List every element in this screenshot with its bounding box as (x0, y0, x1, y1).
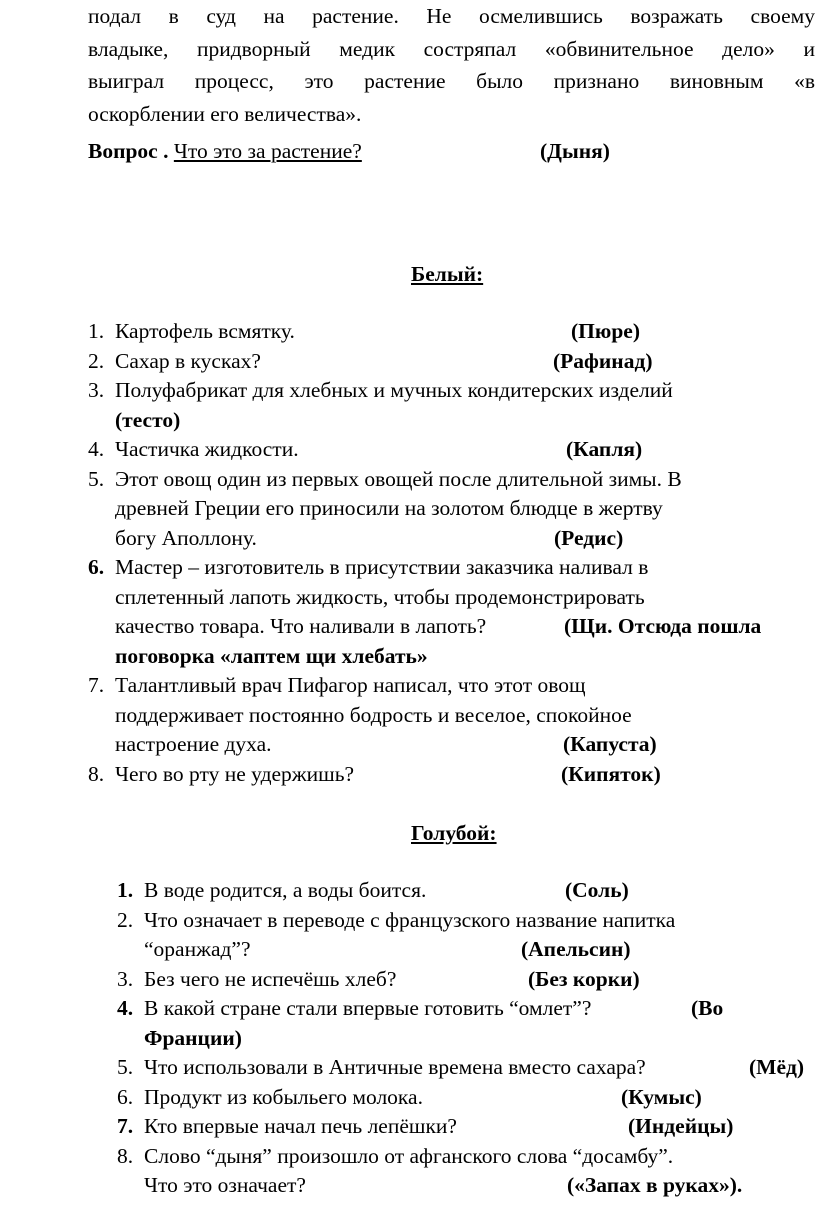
item-text: Сахар в кусках? (115, 348, 261, 373)
section-heading-white: Белый: (411, 262, 484, 286)
intro-line: выиграл процесс, это растение было признано виновным «в (88, 69, 815, 93)
white-question-list (88, 317, 816, 789)
item-text: Кто впервые начал печь лепёшки? (144, 1114, 457, 1138)
item-number: 1. (117, 878, 134, 902)
item-number: 2. (117, 907, 134, 932)
item-number: 6. (117, 1084, 134, 1109)
item-answer: (Апельсин) (521, 937, 631, 961)
item-text: Слово “дыня” произошло от афганского слова “досамбу”. (144, 1143, 674, 1168)
item-answer: (Капуста) (563, 732, 657, 756)
item-number: 4. (88, 437, 105, 461)
item-answer: (Во (691, 996, 724, 1020)
list-item (88, 435, 816, 465)
list-item (88, 376, 816, 435)
item-text: Мастер – изготовитель в присутствии заказчика наливал в (115, 555, 649, 579)
item-answer: (Индейцы) (628, 1114, 734, 1138)
item-text: Чего во рту не удержишь? (115, 761, 355, 786)
item-answer: (Щи. Отсюда пошла (564, 614, 762, 638)
item-text: Полуфабрикат для хлебных и мучных кондитерских изделий (115, 378, 673, 402)
item-answer: (Кумыс) (621, 1084, 702, 1109)
list-item (88, 760, 816, 790)
section-heading-blue: Голубой: (411, 821, 497, 845)
item-text: Что это означает? (144, 1173, 306, 1197)
list-item (88, 465, 816, 554)
item-text: Без чего не испечёшь хлеб? (144, 966, 397, 991)
item-answer: (Соль) (565, 878, 629, 902)
item-answer: (Без корки) (528, 966, 640, 991)
item-number: 7. (88, 673, 105, 697)
list-item (117, 1053, 816, 1083)
item-number: 6. (88, 555, 105, 579)
item-answer: (тесто) (115, 407, 181, 432)
item-text: Продукт из кобыльего молока. (144, 1084, 423, 1109)
list-item (88, 347, 816, 377)
item-text: Этот овощ один из первых овощей после длительной зимы. В (115, 466, 682, 491)
item-number: 4. (117, 996, 134, 1020)
blue-question-list (117, 876, 816, 1201)
item-text: богу Аполлону. (115, 525, 257, 550)
item-text: “оранжад”? (144, 937, 251, 961)
item-answer: (Редис) (554, 525, 624, 550)
question-answer: (Дыня) (540, 139, 610, 163)
item-text: настроение духа. (115, 732, 272, 756)
item-text: Что означает в переводе с французского название напитка (144, 907, 676, 932)
list-item (117, 1142, 816, 1201)
item-answer: (Кипяток) (561, 761, 661, 786)
item-answer: (Мёд) (749, 1055, 805, 1079)
item-number: 8. (88, 761, 105, 786)
list-item (88, 671, 816, 760)
item-text: В воде родится, а воды боится. (144, 878, 427, 902)
item-text: В какой стране стали впервые готовить “омлет”? (144, 996, 592, 1020)
list-item (88, 553, 816, 671)
list-item (117, 994, 816, 1053)
list-item (117, 1083, 816, 1113)
intro-paragraph (88, 0, 815, 130)
intro-line: оскорблении его величества». (88, 101, 362, 126)
list-item (117, 1112, 816, 1142)
intro-line: подал в суд на растение. Не осмелившись возражать своему (88, 4, 815, 28)
item-number: 7. (117, 1114, 134, 1138)
list-item (117, 876, 816, 906)
item-text: древней Греции его приносили на золотом блюдце в жертву (115, 496, 663, 520)
question-label: Вопрос . (88, 139, 169, 163)
item-number: 8. (117, 1143, 134, 1168)
item-answer: (Капля) (566, 437, 643, 461)
item-answer: (Пюре) (571, 319, 640, 343)
item-text: Картофель всмятку. (115, 319, 295, 343)
list-item (88, 317, 816, 347)
item-number: 2. (88, 348, 105, 373)
item-text: поддерживает постоянно бодрость и веселое, спокойное (115, 702, 632, 727)
item-answer-continued: Франции) (144, 1025, 242, 1050)
item-number: 5. (117, 1055, 134, 1079)
item-text: сплетенный лапоть жидкость, чтобы продемонстрировать (115, 584, 645, 609)
item-number: 1. (88, 319, 105, 343)
question-text: Что это за растение? (173, 139, 362, 163)
question-line (88, 135, 610, 167)
item-answer-continued: поговорка «лаптем щи хлебать» (115, 643, 428, 668)
item-answer: («Запах в руках»). (567, 1173, 743, 1197)
list-item (117, 906, 816, 965)
item-text: Частичка жидкости. (115, 437, 299, 461)
item-number: 5. (88, 466, 105, 491)
item-text: Что использовали в Античные времена вместо сахара? (144, 1055, 646, 1079)
item-number: 3. (117, 966, 134, 991)
item-text: качество товара. Что наливали в лапоть? (115, 614, 487, 638)
intro-line: владыке, придворный медик состряпал «обвинительное дело» и (88, 36, 815, 61)
list-item (117, 965, 816, 995)
item-text: Талантливый врач Пифагор написал, что этот овощ (115, 673, 586, 697)
item-answer: (Рафинад) (553, 348, 653, 373)
item-number: 3. (88, 378, 105, 402)
